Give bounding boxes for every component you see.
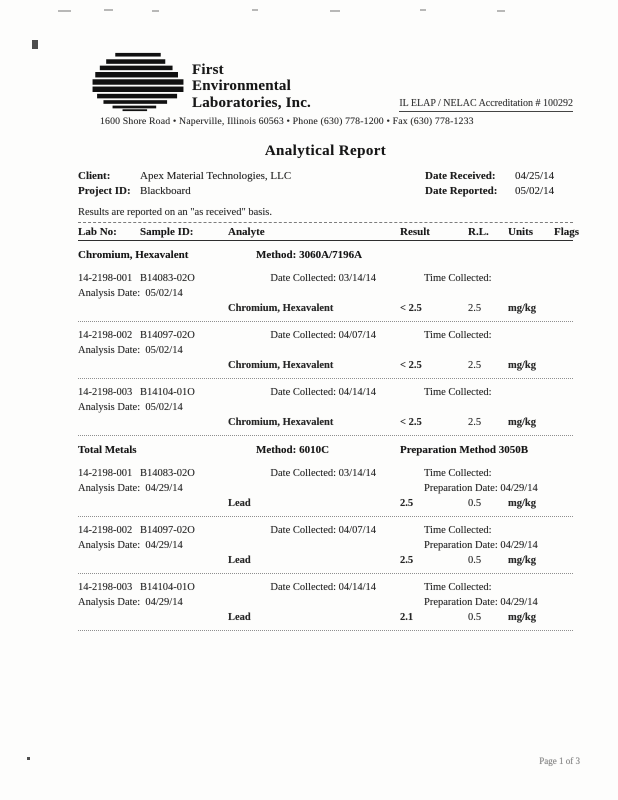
lab-number: 14-2198-002 [78,525,133,536]
date-collected: Date Collected: 04/07/14 [270,330,376,341]
analysis-date: Analysis Date: 04/29/14 [78,483,183,494]
date-reported-label: Date Reported: [425,185,498,197]
reporting-limit: 2.5 [468,417,482,428]
date-collected: Date Collected: 03/14/14 [270,468,376,479]
date-reported-value: 05/02/14 [515,185,555,197]
table-header-row [78,223,580,241]
project-id-label: Project ID: [78,185,131,197]
lab-name-line2: Environmental [192,78,292,95]
sample-id: B14083-02O [140,468,195,479]
date-collected: Date Collected: 04/14/14 [270,387,376,398]
lab-number: 14-2198-001 [78,273,133,284]
client-label: Client: [78,170,111,182]
result-value: < 2.5 [400,360,422,371]
analysis-date: Analysis Date: 05/02/14 [78,402,183,413]
scan-artifact [330,10,340,12]
dates-info [425,170,573,200]
scan-artifact [497,10,505,12]
lab-number: 14-2198-003 [78,387,133,398]
sample-block [78,379,573,436]
col-header-analyte: Analyte [228,226,265,238]
date-collected: Date Collected: 04/07/14 [270,525,376,536]
time-collected-label: Time Collected: [424,387,492,398]
col-header-flags: Flags [554,226,580,238]
analyte-name: Lead [228,612,251,623]
report-title: Analytical Report [264,143,387,159]
analyte-name: Lead [228,498,251,509]
date-collected: Date Collected: 04/14/14 [270,582,376,593]
section-header-total-metals [78,436,573,460]
time-collected-label: Time Collected: [424,273,492,284]
section-method: Method: 3060A/7196A [256,249,363,261]
lab-number: 14-2198-003 [78,582,133,593]
project-id-value: Blackboard [140,185,191,197]
letterhead [78,52,573,112]
time-collected-label: Time Collected: [424,468,492,479]
units-value: mg/kg [508,303,537,314]
units-value: mg/kg [508,612,537,623]
sample-id: B14083-02O [140,273,195,284]
client-value: Apex Material Technologies, LLC [140,170,292,182]
result-value: < 2.5 [400,417,422,428]
result-value: < 2.5 [400,303,422,314]
time-collected-label: Time Collected: [424,330,492,341]
scan-artifact [420,9,426,11]
analyte-name: Lead [228,555,251,566]
date-received-label: Date Received: [425,170,496,182]
lab-name [192,62,311,112]
analyte-name: Chromium, Hexavalent [228,417,334,428]
reporting-limit: 0.5 [468,612,482,623]
units-value: mg/kg [508,417,537,428]
sample-id: B14097-02O [140,330,195,341]
report-info [78,170,573,200]
lab-number: 14-2198-002 [78,330,133,341]
sample-block [78,322,573,379]
reporting-limit: 2.5 [468,360,482,371]
scan-artifact [104,9,113,11]
section-header-chromium [78,241,573,265]
analyte-name: Chromium, Hexavalent [228,303,334,314]
preparation-date: Preparation Date: 04/29/14 [424,540,538,551]
reporting-limit: 2.5 [468,303,482,314]
section-method: Method: 6010C [256,444,330,456]
sample-block [78,517,573,574]
sample-block [78,265,573,322]
lab-name-line1: First [192,61,224,78]
time-collected-label: Time Collected: [424,525,492,536]
lab-number: 14-2198-001 [78,468,133,479]
section-name: Total Metals [78,444,137,456]
units-value: mg/kg [508,555,537,566]
section-prep-method: Preparation Method 3050B [400,444,529,456]
scan-artifact [58,10,71,12]
result-value: 2.5 [400,498,414,509]
reporting-limit: 0.5 [468,498,482,509]
page-number: Page 1 of 3 [539,756,580,766]
col-header-lab-no: Lab No: [78,226,117,238]
analysis-date: Analysis Date: 05/02/14 [78,288,183,299]
date-collected: Date Collected: 03/14/14 [270,273,376,284]
analysis-date: Analysis Date: 04/29/14 [78,540,183,551]
analysis-date: Analysis Date: 05/02/14 [78,345,183,356]
scan-artifact [252,9,258,11]
lab-address: 1600 Shore Road • Naperville, Illinois 60563 • Phone (630) 778-1200 • Fax (630) 778-1233 [100,116,474,127]
section-name: Chromium, Hexavalent [78,249,189,261]
units-value: mg/kg [508,360,537,371]
sample-id: B14097-02O [140,525,195,536]
lab-name-line3: Laboratories, Inc. [192,95,312,112]
col-header-units: Units [508,226,534,238]
analysis-date: Analysis Date: 04/29/14 [78,597,183,608]
scan-artifact [152,10,159,12]
basis-note: Results are reported on an "as received" basis. [78,207,573,223]
reporting-limit: 0.5 [468,555,482,566]
time-collected-label: Time Collected: [424,582,492,593]
analyte-name: Chromium, Hexavalent [228,360,334,371]
scan-artifact [32,40,38,49]
lab-logo-icon [92,52,184,112]
sample-block [78,574,573,631]
col-header-sample-id: Sample ID: [140,226,194,238]
date-received-value: 04/25/14 [515,170,555,182]
result-value: 2.1 [400,612,414,623]
col-header-rl: R.L. [468,226,489,238]
preparation-date: Preparation Date: 04/29/14 [424,483,538,494]
sample-id: B14104-01O [140,582,195,593]
units-value: mg/kg [508,498,537,509]
result-value: 2.5 [400,555,414,566]
accreditation-text: IL ELAP / NELAC Accreditation # 100292 [399,98,573,112]
scan-artifact [27,757,30,760]
sample-id: B14104-01O [140,387,195,398]
sample-block [78,460,573,517]
client-info [78,170,291,200]
preparation-date: Preparation Date: 04/29/14 [424,597,538,608]
col-header-result: Result [400,226,430,238]
